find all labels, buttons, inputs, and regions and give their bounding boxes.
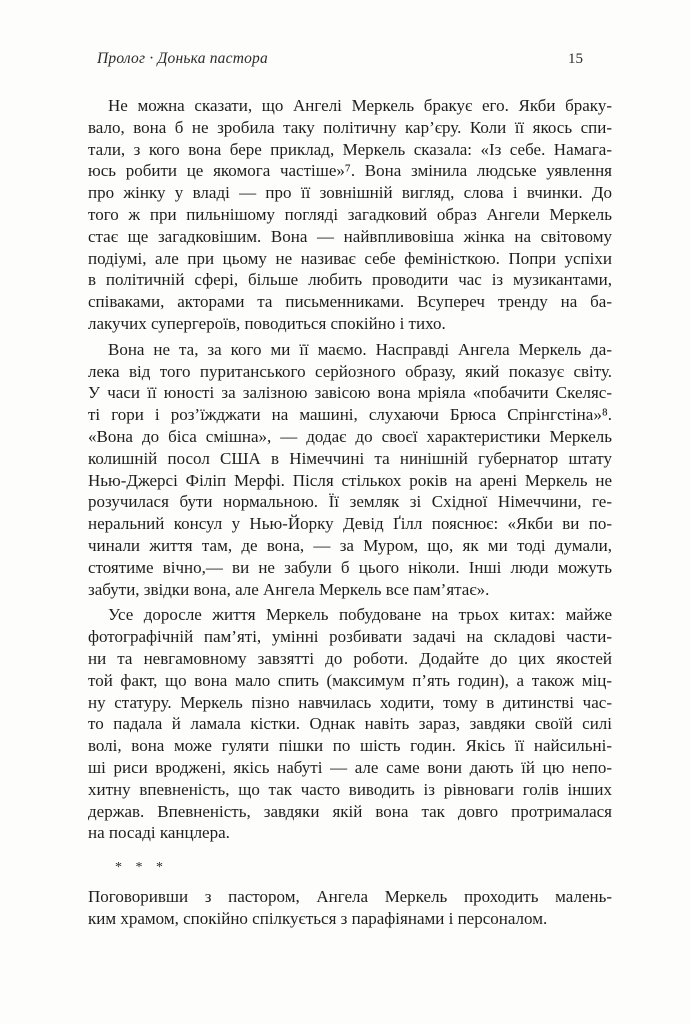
text-line: неральний консул у Нью-Йорку Девід Ґілл пояснює: «Якби ви по- [88,514,612,534]
text-line: ким храмом, спокійно спілкується з парафіянами і персоналом. [88,908,548,928]
paragraph [88,604,612,844]
text-line: в політичній сфері, більше любить проводити час із музикантами, [88,270,612,290]
text-line: співаками, акторами та письменниками. Всупереч тренду на ба- [88,292,612,312]
text-line: тали, з кого вона бере приклад, Меркель сказала: «Із себе. Намага- [88,139,612,159]
text-line: «Вона до біса смішна», — додає до своєї характеристики Меркель [88,426,612,446]
text-line: колишній посол США в Німеччині та нинішній губернатор штату [88,448,612,468]
section-separator: * * * [115,860,168,876]
text-line: держав. Впевненість, завдяки якій вона так довго протрималася [88,801,612,821]
text-line: подіумі, але при цьому не називає себе феміністкою. Попри успіхи [88,248,612,268]
page-number: 15 [568,51,583,67]
paragraph [88,95,612,335]
text-line: ші риси вроджені, якісь набуті — але саме вони дають їй цю непо- [88,757,612,777]
text-line: вало, вона б не зробила таку політичну кар’єру. Коли її якось спи- [88,117,612,137]
text-line: У часи її юності за залізною завісою вона мріяла «побачити Скеляс- [88,383,612,403]
text-line: Нью-Джерсі Філіп Мерфі. Після стількох років на арені Меркель не [88,470,612,490]
text-line: на посаді канцлера. [88,823,230,843]
text-line: фотографічній пам’яті, умінні розбивати задачі на складові части- [88,627,612,647]
paragraph [88,339,612,601]
page-body [88,95,612,934]
text-line: того ж при пильнішому погляді загадковий образ Ангели Меркель [88,204,612,224]
text-line: той факт, що вона мало спить (максимум п’ять годин), а також міц- [88,670,612,690]
text-line: Вона не та, за кого ми її маємо. Насправді Ангела Меркель да- [108,339,612,359]
text-line: Усе доросле життя Меркель побудоване на трьох китах: майже [108,605,612,625]
text-line: про жінку у владі — про її зовнішній вигляд, слова і вчинки. До [88,183,612,203]
text-line: забути, звідки вона, але Ангела Меркель все пам’ятає». [88,579,490,599]
text-line: чинали життя там, де вона, — за Муром, що, як ми тоді думали, [88,535,612,555]
text-line: ті гори і роз’їжджати на машині, слухаючи Брюса Спрінгстіна»⁸. [88,405,612,425]
text-line: юсь робити це якомога частіше»⁷. Вона змінила людське уявлення [88,161,612,181]
paragraph [88,886,612,930]
text-line: ну статуру. Меркель пізно навчилась ходити, тому в дитинстві час- [88,692,612,712]
text-line: Не можна сказати, що Ангелі Меркель бракує его. Якби браку- [108,96,612,115]
text-line: то падала й ламала кістки. Однак навіть зараз, завдяки своїй силі [88,714,612,734]
text-line: волі, вона може гуляти пішки по шість годин. Якісь її найсильні- [88,736,612,756]
text-line: розучилася бути нормальною. Її земляк зі Східної Німеччини, ге- [88,492,612,512]
text-line: стає ще загадковішим. Вона — найвпливовіша жінка на світовому [88,226,612,246]
text-line: лека від того пуританського серйозного образу, який показує світу. [88,361,612,381]
text-line: лакучих супергероїв, поводиться спокійно і тихо. [88,313,446,333]
text-line: хитну впевненість, що так часто виводить із рівноваги голів інших [88,779,612,799]
text-line: стоятиме вічно,— ви не забули б цього ніколи. Інші люди можуть [88,557,612,577]
text-line: Поговоривши з пастором, Ангела Меркель проходить малень- [88,887,612,907]
running-header [88,50,612,68]
running-header-title: Пролог · Донька пастора [97,50,268,67]
text-line: ни та невгамовному завзятті до роботи. Додайте до цих якостей [88,648,612,668]
